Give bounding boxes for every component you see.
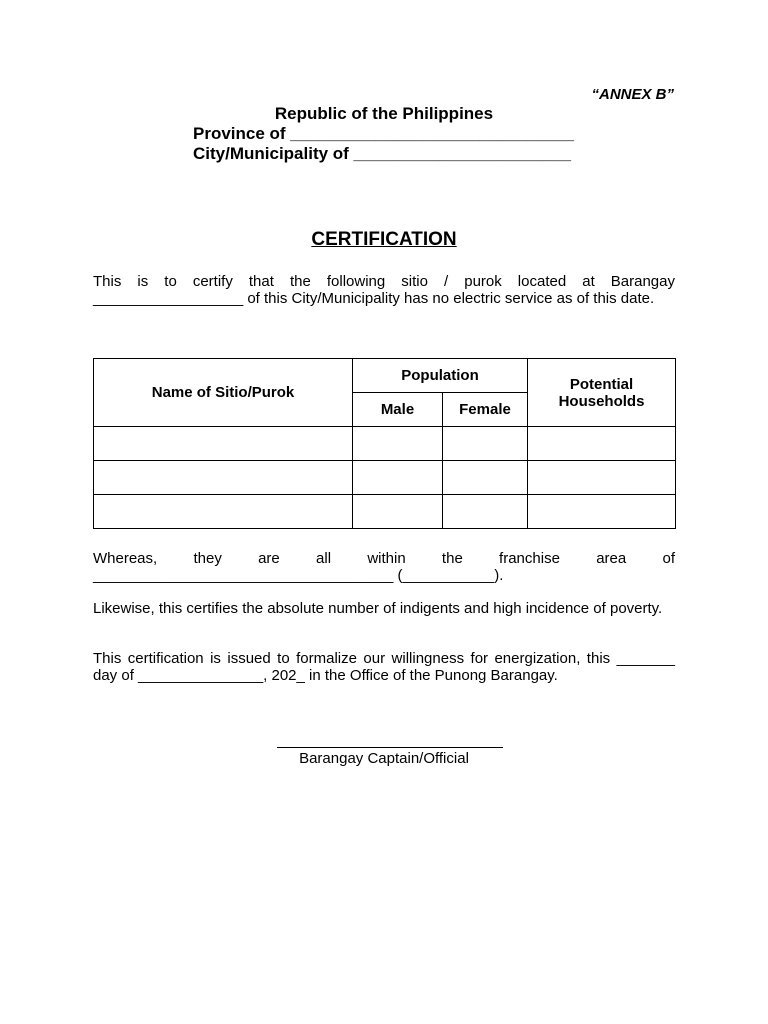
table-cell-male [353,461,443,495]
table-cell-female [443,461,528,495]
header-province: Province of ______________________________ [193,124,574,143]
signature-line [277,747,503,748]
table-cell-name [94,461,353,495]
whereas-line-1: Whereas, they are all within the franchise area of [93,550,675,567]
table-cell-male [353,427,443,461]
column-header-name-of-sitio: Name of Sitio/Purok [94,359,353,427]
column-header-potential-households: Potential Households [528,359,676,427]
header-republic: Republic of the Philippines [274,104,494,123]
intro-paragraph: This is to certify that the following sitio / purok located at Barangay __________________ of this City/Municipality has no electric service as of this date. [93,273,675,307]
table-cell-name [94,427,353,461]
table-row [94,461,676,495]
table-cell-female [443,427,528,461]
table-cell-female [443,495,528,529]
table-row [94,495,676,529]
annex-label: “ANNEX B” [591,86,674,103]
issuance-paragraph: This certification is issued to formalize our willingness for energization, this _______ day of _______________, 202_ in the Office of the Punong Barangay. [93,650,675,684]
column-header-population: Population [353,359,528,393]
column-header-male: Male [353,393,443,427]
table-row [94,427,676,461]
table-cell-households [528,461,676,495]
header-city-municipality: City/Municipality of _______________________ [193,144,572,163]
whereas-line-2: ____________________________________ (___________). [93,567,504,584]
table-cell-name [94,495,353,529]
column-header-female: Female [443,393,528,427]
sitio-population-table [93,358,676,529]
table-cell-households [528,495,676,529]
likewise-paragraph: Likewise, this certifies the absolute number of indigents and high incidence of poverty. [93,600,663,617]
signature-label: Barangay Captain/Official [299,750,469,767]
table-cell-male [353,495,443,529]
table-cell-households [528,427,676,461]
document-title: CERTIFICATION [311,229,457,250]
whereas-paragraph [93,550,675,584]
